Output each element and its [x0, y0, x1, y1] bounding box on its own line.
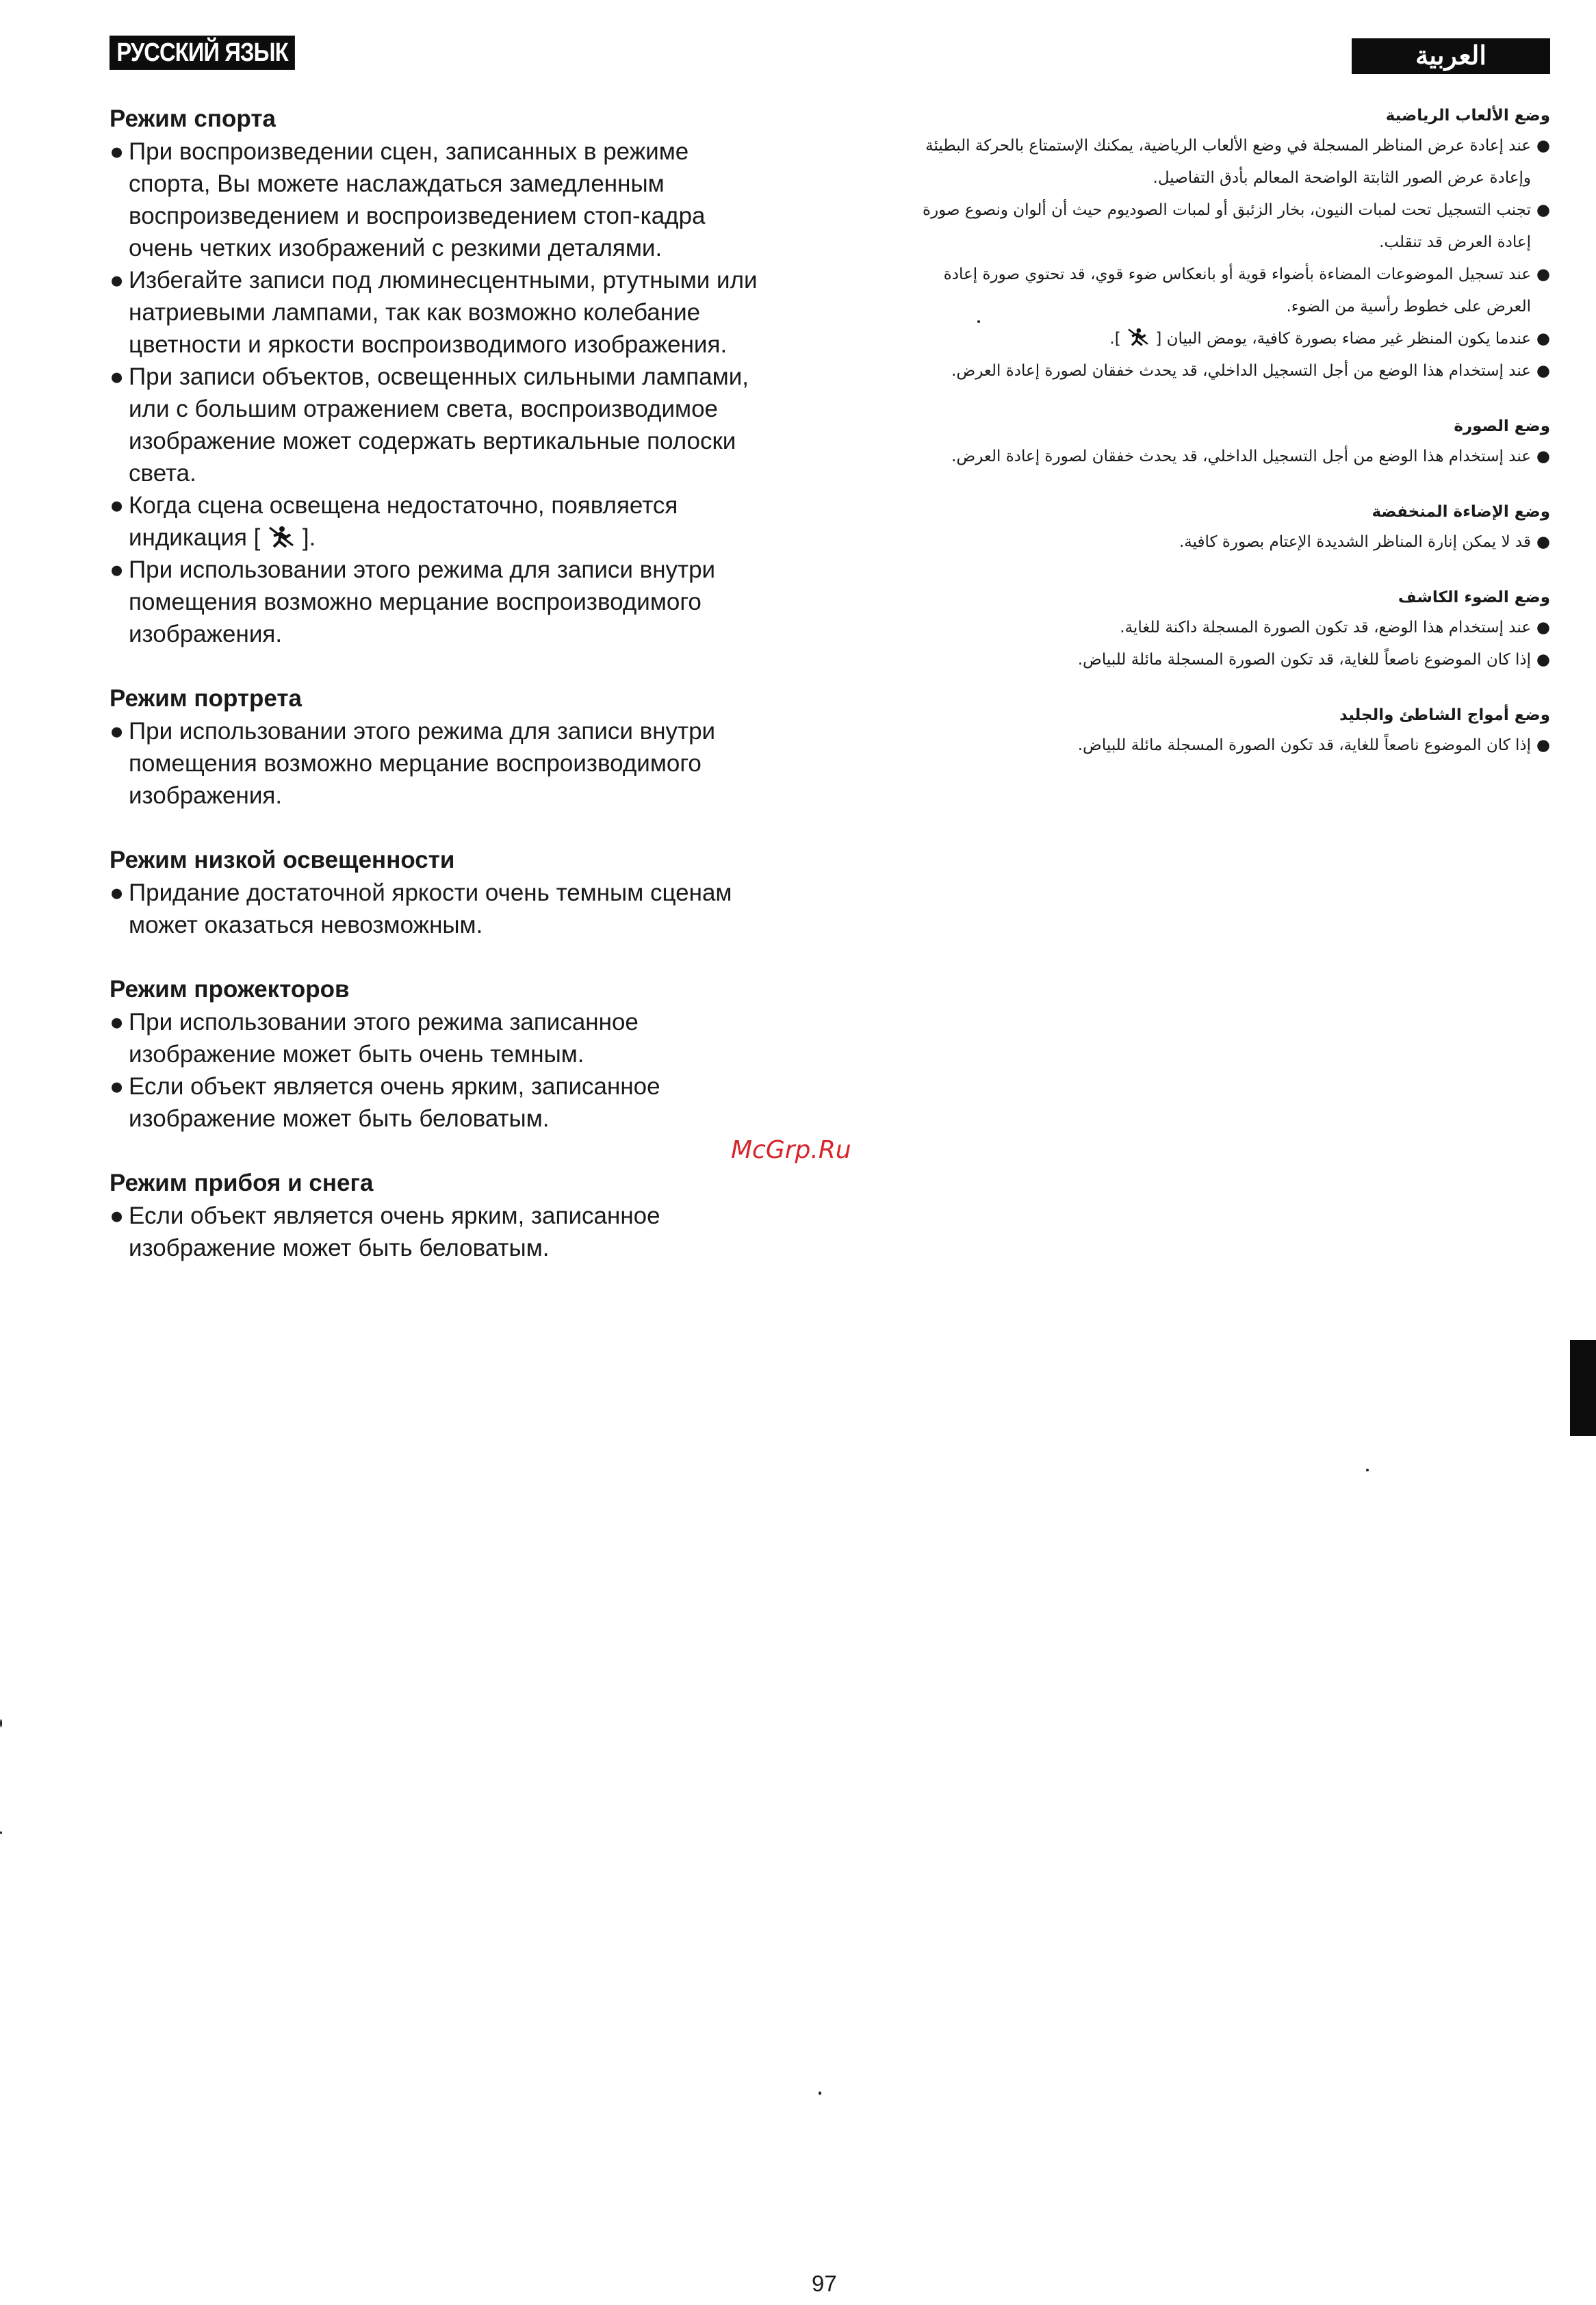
list-item-text: عند إعادة عرض المناظر المسجلة في وضع الألعاب الرياضية، يمكنك الإستمتاع بالحركة البطيئة وإعادة عرض الصور الثابتة الواضحة المعالم بأدق التفاصيل. — [925, 137, 1531, 187]
bullet-icon: ● — [110, 1202, 125, 1229]
page-edge-tab-marker — [1570, 1340, 1596, 1436]
scan-speck — [819, 2091, 821, 2095]
section-heading: Режим спорта — [110, 105, 276, 132]
section-heading: Режим прибоя и снега — [110, 1170, 374, 1196]
list-item-text: Если объект является очень ярким, записанное изображение может быть беловатым. — [129, 1073, 660, 1132]
bullet-icon: ● — [110, 879, 125, 906]
scan-speck — [1366, 1469, 1369, 1471]
list-item — [897, 130, 1550, 194]
section-portrait-mode-ar — [897, 412, 1550, 473]
list-item — [897, 355, 1550, 387]
scan-speck — [0, 1719, 2, 1727]
low-light-warning-icon — [267, 525, 296, 548]
list-item — [110, 1070, 767, 1135]
section-heading: وضع الإضاءة المنخفضة — [1372, 503, 1550, 521]
list-item — [110, 877, 767, 941]
list-item — [897, 194, 1550, 259]
bullet-icon: ● — [1536, 533, 1550, 551]
list-item-text: При записи объектов, освещенных сильными лампами, или с большим отражением света, воспроизводимое изображение может содержать вертикальные полоски света. — [129, 363, 749, 487]
list-item-text: قد لا يمكن إنارة المناظر الشديدة الإعتام بصورة كافية. — [1179, 533, 1531, 551]
list-item — [110, 136, 767, 264]
bullet-icon: ● — [1536, 266, 1550, 283]
list-item-text: عند إستخدام هذا الوضع من أجل التسجيل الداخلي، قد يحدث خفقان لصورة إعادة العرض. — [951, 448, 1531, 465]
list-item-text: عند إستخدام هذا الوضع، قد تكون الصورة المسجلة داكنة للغاية. — [1120, 619, 1531, 636]
section-heading: وضع أمواج الشاطئ والجليد — [1339, 706, 1550, 724]
list-item-text-end: ]. — [302, 524, 316, 551]
list-item — [897, 323, 1550, 355]
section-heading: وضع الألعاب الرياضية — [1385, 107, 1550, 125]
bullet-icon: ● — [1536, 736, 1550, 754]
list-item-text: تجنب التسجيل تحت لمبات النيون، بخار الزئبق أو لمبات الصوديوم حيث أن ألوان ونصوع صورة إعادة العرض قد تنقلب. — [923, 201, 1531, 251]
list-item — [110, 1006, 767, 1070]
list-item-text: Придание достаточной яркости очень темным сценам может оказаться невозможным. — [129, 879, 732, 938]
list-item-text: Избегайте записи под люминесцентными, ртутными или натриевыми лампами, так как возможно колебание цветности и яркости воспроизводимого изображения. — [129, 267, 758, 358]
section-spotlight-mode-ar — [897, 583, 1550, 676]
section-heading: وضع الضوء الكاشف — [1398, 589, 1550, 606]
bullet-icon: ● — [110, 556, 125, 583]
bullet-icon: ● — [110, 1009, 125, 1035]
list-item-text: При использовании этого режима для записи внутри помещения возможно мерцание воспроизводимого изображения. — [129, 718, 716, 809]
section-sports-mode — [110, 103, 767, 650]
bullet-icon: ● — [1536, 137, 1550, 155]
bullet-icon: ● — [1536, 619, 1550, 636]
list-item — [110, 715, 767, 812]
list-item-text: Когда сцена освещена недостаточно, появляется индикация [ — [129, 492, 678, 551]
list-item-text: عند تسجيل الموضوعات المضاءة بأضواء قوية أو بانعكاس ضوء قوي، قد تحتوي صورة إعادة العرض على خطوط رأسية من الضوء. — [943, 266, 1531, 316]
list-item — [110, 361, 767, 489]
bullet-icon: ● — [1536, 201, 1550, 219]
bullet-icon: ● — [110, 138, 125, 165]
list-item-text: إذا كان الموضوع ناصعاً للغاية، قد تكون الصورة المسجلة مائلة للبياض. — [1077, 651, 1531, 669]
section-surf-snow-mode — [110, 1167, 767, 1264]
section-portrait-mode — [110, 682, 767, 812]
list-item-text: При использовании этого режима для записи внутри помещения возможно мерцание воспроизводимого изображения. — [129, 556, 716, 647]
list-item-text: Если объект является очень ярким, записанное изображение может быть беловатым. — [129, 1202, 660, 1261]
section-low-light-mode-ar — [897, 498, 1550, 558]
list-item-text: عند إستخدام هذا الوضع من أجل التسجيل الداخلي، قد يحدث خفقان لصورة إعادة العرض. — [951, 362, 1531, 380]
section-heading: Режим низкой освещенности — [110, 847, 455, 873]
watermark: McGrp.Ru — [731, 1136, 851, 1164]
section-heading: Режим прожекторов — [110, 976, 350, 1003]
section-low-light-mode — [110, 844, 767, 941]
russian-language-tab: РУССКИЙ ЯЗЫК — [110, 36, 295, 70]
bullet-icon: ● — [1536, 448, 1550, 465]
list-item — [110, 1200, 767, 1264]
scan-speck — [0, 1831, 2, 1834]
page-number: 97 — [812, 2271, 837, 2296]
list-item — [897, 526, 1550, 558]
bullet-icon: ● — [110, 1073, 125, 1100]
section-sports-mode-ar — [897, 101, 1550, 387]
list-item — [897, 441, 1550, 473]
bullet-icon: ● — [110, 267, 125, 294]
scan-speck — [977, 320, 980, 323]
list-item — [897, 259, 1550, 323]
list-item-text: При использовании этого режима записанное изображение может быть очень темным. — [129, 1009, 639, 1068]
russian-column — [110, 103, 767, 1296]
bullet-icon: ● — [110, 492, 125, 519]
list-item — [897, 612, 1550, 644]
list-item — [110, 554, 767, 650]
section-spotlight-mode — [110, 973, 767, 1135]
section-surf-snow-mode-ar — [897, 701, 1550, 762]
arabic-column — [897, 101, 1550, 786]
arabic-language-tab: العربية — [1352, 38, 1550, 74]
list-item — [897, 730, 1550, 762]
section-heading: وضع الصورة — [1454, 417, 1550, 435]
low-light-warning-icon — [1126, 327, 1150, 346]
list-item — [897, 644, 1550, 676]
list-item — [110, 264, 767, 361]
list-item-text-end: ]. — [1109, 330, 1121, 348]
list-item-text: إذا كان الموضوع ناصعاً للغاية، قد تكون الصورة المسجلة مائلة للبياض. — [1077, 736, 1531, 754]
list-item — [110, 489, 767, 554]
list-item-text: При воспроизведении сцен, записанных в режиме спорта, Вы можете наслаждаться замедленным воспроизведением и воспроизведением стоп-кадра очень четких изображений с резкими деталями. — [129, 138, 706, 261]
bullet-icon: ● — [1536, 330, 1550, 348]
section-heading: Режим портрета — [110, 685, 302, 712]
bullet-icon: ● — [1536, 651, 1550, 669]
bullet-icon: ● — [110, 718, 125, 745]
bullet-icon: ● — [1536, 362, 1550, 380]
bullet-icon: ● — [110, 363, 125, 390]
list-item-text: عندما يكون المنظر غير مضاء بصورة كافية، يومض البيان [ — [1155, 330, 1531, 348]
